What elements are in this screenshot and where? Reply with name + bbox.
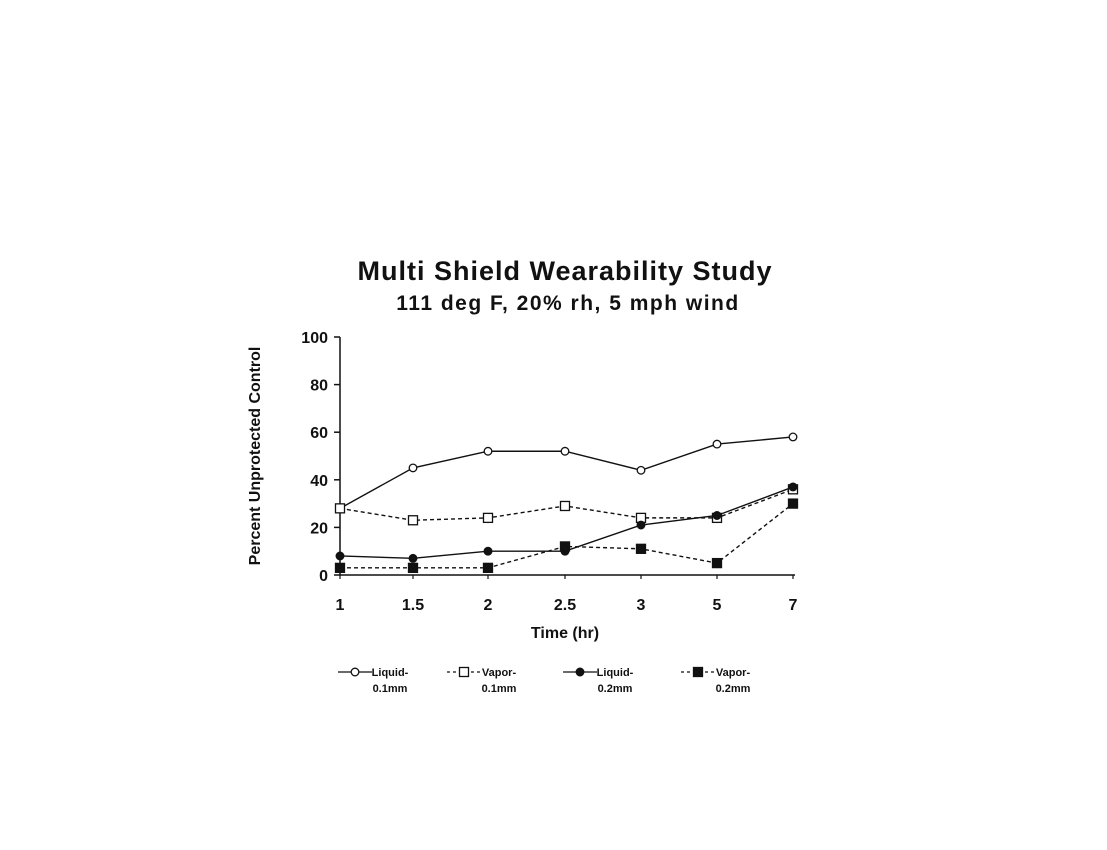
y-tick-label: 40 xyxy=(310,472,328,490)
y-tick-label: 20 xyxy=(310,520,328,538)
legend-label: 0.2mm xyxy=(715,683,751,695)
y-tick-label: 60 xyxy=(310,425,328,443)
data-point xyxy=(409,464,417,472)
series-1 xyxy=(336,433,797,512)
legend-item xyxy=(338,667,409,695)
data-point xyxy=(637,521,645,529)
y-ticks xyxy=(301,330,340,585)
legend-label: 0.1mm xyxy=(481,683,517,695)
data-point xyxy=(789,483,797,491)
data-point xyxy=(561,447,569,455)
legend-item xyxy=(681,667,751,695)
data-point xyxy=(713,440,721,448)
y-tick-label: 100 xyxy=(301,330,328,347)
data-point xyxy=(409,516,418,525)
data-point xyxy=(484,513,493,522)
data-point xyxy=(713,512,721,520)
legend-label: 0.2mm xyxy=(597,683,633,695)
legend-label: Vapor- xyxy=(715,667,751,679)
data-point xyxy=(409,555,417,563)
series-layer xyxy=(336,433,798,572)
data-point xyxy=(484,547,492,555)
y-axis-label: Percent Unprotected Control xyxy=(247,346,264,566)
legend-item xyxy=(447,667,517,695)
data-point xyxy=(637,544,646,553)
legend-label: Vapor- xyxy=(481,667,517,679)
data-point xyxy=(637,466,645,474)
data-point xyxy=(789,499,798,508)
chart-subtitle: 111 deg F, 20% rh, 5 mph wind xyxy=(396,292,740,315)
x-tick-label: 3 xyxy=(636,597,646,614)
data-point xyxy=(713,559,722,568)
x-tick-label: 1 xyxy=(335,597,345,614)
y-tick-label: 80 xyxy=(310,377,328,395)
data-point xyxy=(484,563,493,572)
data-point xyxy=(561,542,570,551)
x-tick-label: 2 xyxy=(483,597,493,614)
x-tick-label: 5 xyxy=(712,597,722,614)
legend-swatch-marker xyxy=(351,668,359,676)
axes xyxy=(340,337,795,575)
data-point xyxy=(336,563,345,572)
legend-swatch-marker xyxy=(694,668,703,677)
legend-label: 0.1mm xyxy=(372,683,408,695)
series-2 xyxy=(336,485,798,525)
x-tick-label: 1.5 xyxy=(401,597,425,614)
data-point xyxy=(336,504,345,513)
y-tick-label: 0 xyxy=(319,568,328,585)
data-point xyxy=(789,433,797,441)
legend xyxy=(338,667,751,695)
data-point xyxy=(561,501,570,510)
data-point xyxy=(409,563,418,572)
legend-item xyxy=(563,667,634,695)
data-point xyxy=(336,552,344,560)
legend-swatch-marker xyxy=(460,668,469,677)
x-axis-label: Time (hr) xyxy=(530,625,600,642)
x-tick-label: 7 xyxy=(788,597,798,614)
legend-swatch-marker xyxy=(576,668,584,676)
x-ticks xyxy=(336,575,798,614)
x-tick-label: 2.5 xyxy=(553,597,577,614)
chart-title: Multi Shield Wearability Study xyxy=(357,256,773,286)
legend-label: Liquid- xyxy=(371,667,409,679)
data-point xyxy=(484,447,492,455)
legend-label: Liquid- xyxy=(596,667,634,679)
